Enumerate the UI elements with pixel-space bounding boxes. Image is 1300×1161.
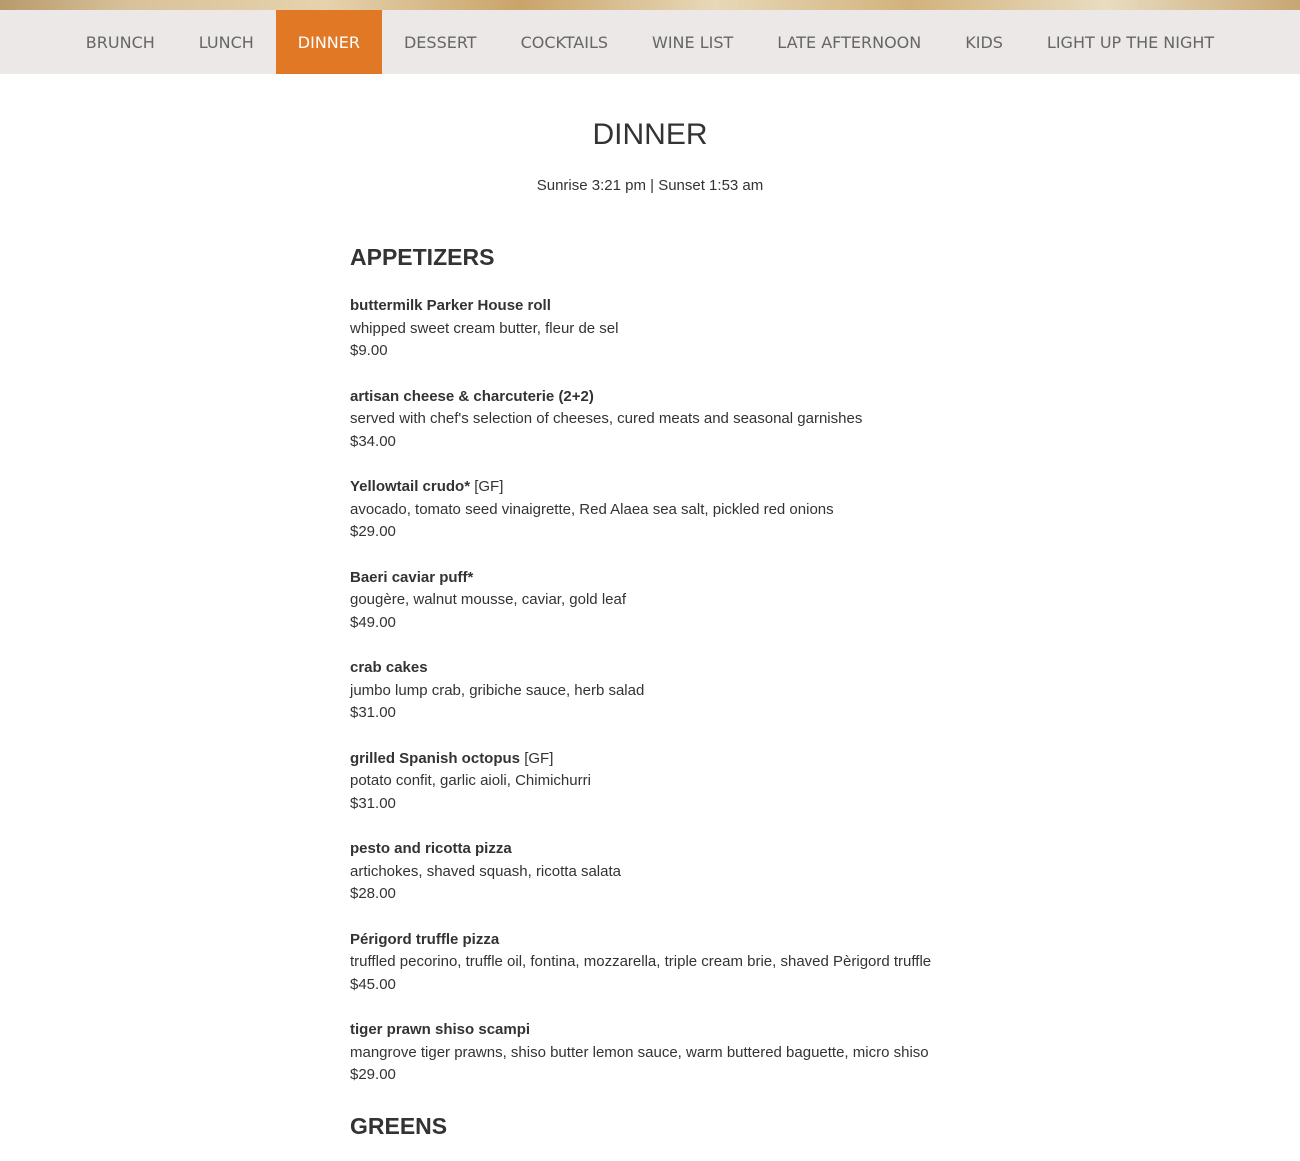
menu-item-description: mangrove tiger prawns, shiso butter lemon sauce, warm buttered baguette, micro shiso — [350, 1043, 929, 1061]
menu-item-name: Yellowtail crudo* — [350, 478, 471, 495]
menu-item-description: jumbo lump crab, gribiche sauce, herb salad — [350, 681, 645, 699]
menu-item — [350, 1019, 970, 1087]
menu-item-price: $9.00 — [350, 342, 388, 359]
menu-item — [350, 657, 970, 725]
sunrise-sunset-info: Sunrise 3:21 pm | Sunset 1:53 am — [536, 177, 764, 194]
menu-item-price: $29.00 — [350, 523, 396, 540]
menu-item — [350, 476, 970, 544]
menu-item-description: avocado, tomato seed vinaigrette, Red Alaea sea salt, pickled red onions — [350, 500, 834, 518]
menu-item-name: Baeri caviar puff* — [350, 568, 474, 586]
menu-item — [350, 929, 970, 997]
menu-item-description: artichokes, shaved squash, ricotta salata — [350, 862, 621, 880]
section-heading-appetizers: APPETIZERS — [350, 244, 495, 270]
dietary-tag: [GF] — [474, 478, 504, 495]
menu-item-name: pesto and ricotta pizza — [350, 840, 512, 857]
menu-item — [350, 295, 970, 363]
nav-tab-late-afternoon[interactable]: LATE AFTERNOON — [777, 32, 922, 52]
menu-item-price: $31.00 — [350, 704, 396, 721]
hero-image-strip — [0, 0, 1300, 10]
menu-item-name: tiger prawn shiso scampi — [350, 1021, 531, 1038]
nav-tab-brunch[interactable]: BRUNCH — [85, 32, 155, 52]
nav-tab-lunch[interactable]: LUNCH — [198, 32, 254, 52]
menu-item-name: crab cakes — [350, 659, 428, 676]
menu-item — [350, 567, 970, 635]
dietary-tag: [GF] — [524, 749, 554, 767]
menu-item-name: artisan cheese & charcuterie (2+2) — [350, 387, 594, 405]
menu-item-description: potato confit, garlic aioli, Chimichurri — [350, 772, 591, 789]
menu-category-nav — [0, 10, 1300, 74]
menu-item — [350, 386, 970, 454]
menu-item-description: truffled pecorino, truffle oil, fontina, mozzarella, triple cream brie, shaved Pèrigord truffle — [350, 953, 932, 970]
menu-item-price: $29.00 — [350, 1066, 396, 1083]
menu-item-name: grilled Spanish octopus — [350, 749, 521, 767]
menu-item-description: served with chef's selection of cheeses, cured meats and seasonal garnishes — [350, 410, 863, 427]
nav-tab-dessert[interactable]: DESSERT — [403, 32, 477, 52]
nav-tab-dinner[interactable]: DINNER — [276, 10, 382, 74]
menu-item-price: $28.00 — [350, 885, 396, 902]
nav-tab-kids[interactable]: KIDS — [965, 32, 1003, 52]
section-heading-greens: GREENS — [350, 1112, 448, 1139]
nav-tab-light-up-the-night[interactable]: LIGHT UP THE NIGHT — [1046, 32, 1215, 52]
menu-item-description: gougère, walnut mousse, caviar, gold leaf — [350, 591, 626, 608]
menu-item-name: Périgord truffle pizza — [350, 930, 500, 948]
menu-item-name: buttermilk Parker House roll — [350, 297, 551, 314]
menu-content — [350, 241, 970, 1161]
menu-item-price: $31.00 — [350, 794, 396, 812]
page-title: DINNER — [592, 118, 708, 151]
nav-tab-wine-list[interactable]: WINE LIST — [652, 32, 734, 52]
menu-item — [350, 838, 970, 906]
menu-item-price: $34.00 — [350, 432, 396, 450]
nav-tab-cocktails[interactable]: COCKTAILS — [520, 32, 609, 52]
menu-item — [350, 748, 970, 816]
menu-item-description: whipped sweet cream butter, fleur de sel — [350, 319, 619, 337]
menu-item-price: $45.00 — [350, 975, 396, 993]
menu-item-price: $49.00 — [350, 613, 396, 631]
